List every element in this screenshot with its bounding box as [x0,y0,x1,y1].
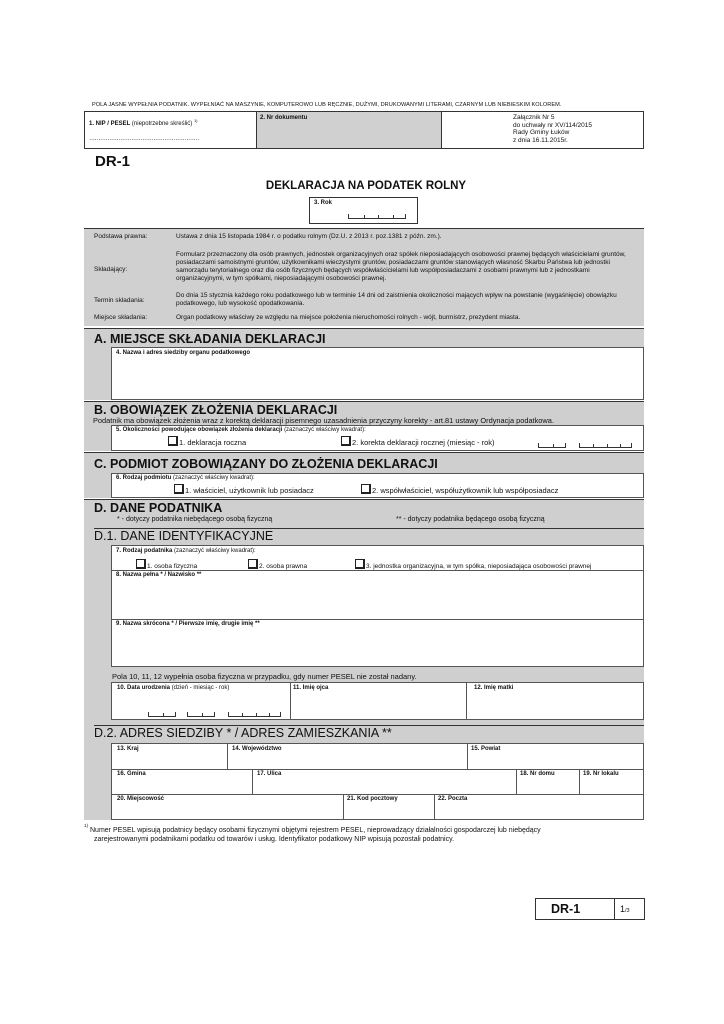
field-6-label: 6. Rodzaj podmiotu [116,475,172,481]
field-15-label: 15. Powiat [471,746,501,752]
page-number: 1 [620,904,626,914]
checkbox-icon[interactable] [361,484,371,494]
section-c-heading: C. PODMIOT ZOBOWIĄZANY DO ZŁOŻENIA DEKLARACJI [94,457,438,471]
footer-form-code: DR-1 [551,902,581,916]
field-10-label: 10. Data urodzenia [117,685,171,691]
field-4-label: 4. Nazwa i adres siedziby organu podatkowego [116,350,251,356]
digit-tick [256,713,257,716]
info-label-submitter: Składający: [94,266,128,273]
nip-label: 1. NIP / PESEL [89,121,131,127]
field-12-label: 12. Imię matki [474,685,514,691]
option-natural-person[interactable]: 1. osoba fizyczna [136,559,197,570]
section-a [84,328,644,400]
digit-tick [553,444,554,447]
info-label-deadline: Termin składania: [94,297,145,304]
d2-heading: D.2. ADRES SIEDZIBY * / ADRES ZAMIESZKANIA ** [94,725,644,740]
field-19-label: 19. Nr lokalu [583,771,619,777]
checkbox-icon[interactable] [341,436,351,446]
year-digit-boxes[interactable] [579,443,632,448]
section-d-heading: D. DANE PODATNIKA [94,501,223,515]
pesel-note: Pola 10, 11, 12 wypełnia osoba fizyczna w przypadku, gdy numer PESEL nie został nadany. [112,672,417,681]
option-co-owner[interactable]: 2. współwłaściciel, współużytkownik lub współposiadacz [361,484,558,495]
section-d [84,499,644,820]
info-label-legal: Podstawa prawna: [94,233,148,240]
full-name-field[interactable] [112,570,643,620]
digit-tick [242,713,243,716]
annex-line: Załącznik Nr 5 [513,114,555,121]
digit-tick [364,215,365,218]
street-field[interactable] [252,769,517,795]
field-7-label: 7. Rodzaj podatnika [116,548,173,554]
section-a-heading: A. MIEJSCE SKŁADANIA DEKLARACJI [94,332,326,346]
doc-number-field[interactable] [256,111,442,149]
checkbox-icon[interactable] [174,484,184,494]
footnote-line-1: Numer PESEL wpisują podatnicy będący osobami fizycznymi objętymi rejestrem PESEL, nieprowadzący działalności gospodarczej lub niebędący [90,827,541,834]
info-text-place: Organ podatkowy właściwy ze względu na miejsce położenia nieruchomości rolnych - wójt, burmistrz, prezydent miasta. [176,314,521,321]
field-6-note: (zaznaczyć właściwy kwadrat): [173,475,255,481]
field-5-note: (zaznaczyć właściwy kwadrat): [284,427,366,433]
info-label-place: Miejsce składania: [94,314,148,321]
field-20-label: 20. Miejscowość [117,796,165,802]
birth-date-field[interactable] [112,683,291,719]
father-name-field[interactable] [290,683,467,719]
annex-box [441,111,644,149]
digit-tick [607,444,608,447]
nip-note: (niepotrzebne skreślić) [131,121,193,127]
d1-fields [111,545,644,667]
section-b [84,401,644,451]
day-digit-boxes [148,712,176,717]
apartment-number-field[interactable] [579,769,643,795]
field-10-note: (dzień - miesiąc - rok) [171,685,230,691]
option-owner[interactable]: 1. właściciel, użytkownik lub posiadacz [174,484,314,495]
footer-divider [614,899,615,919]
year-label: 3. Rok [314,200,333,206]
year-field[interactable] [309,197,418,224]
top-instruction: POLA JASNE WYPEŁNIA PODATNIK. WYPEŁNIAĆ NA MASZYNIE, KOMPUTEROWO LUB RĘCZNIE, DUŻYMI, DRUKOWANYMI LITERAMI, CZARNYM LUB NIEBIESKIM KOLOREM. [92,102,562,108]
option-org-unit[interactable]: 3. jednostka organizacyjna, w tym spółka, nieposiadająca osobowości prawnej [355,559,591,570]
country-field[interactable] [112,744,228,770]
footnote-line-2: zarejestrowanymi podatnikami podatku od towarów i usług. Identyfikator podatkowy NIP wpisują pozostali podatnicy. [94,836,455,843]
county-field[interactable] [467,744,643,770]
postal-code-field[interactable] [343,794,435,819]
address-fields [111,743,644,820]
checkbox-icon[interactable] [168,436,178,446]
info-text-submitter: Formularz przeznaczony dla osób prawnych, jednostek organizacyjnych oraz spółek nieposiadających osobowości prawnej będących właścicielami gruntów, posiadaczami samoistnymi gruntów, użytkownikami wieczystymi gruntów, posiadaczami gruntów stanowiących własność Skarbu Państwa lub jednostki samorządu terytorialnego oraz dla osób fizycznych będących współwłaścicielami lub współposiadaczami z osobami prawnymi lub z jednostkami organizacyjnymi, w tym spółkami, nieposiadającymi osobowości prawnej. [176,251,626,282]
digit-tick [378,215,379,218]
field-17-label: 17. Ulica [257,771,282,777]
month-digit-boxes[interactable] [538,443,566,448]
field-16-label: 16. Gmina [117,771,146,777]
section-d-note-1: * - dotyczy podatnika niebędącego osobą fizyczną [117,516,273,523]
info-text-legal: Ustawa z dnia 15 listopada 1984 r. o podatku rolnym (Dz.U. z 2013 r. poz.1381 z późn. zm.). [176,233,442,240]
field-9-label: 9. Nazwa skrócona * / Pierwsze imię, drugie imię ** [116,621,260,627]
option-annual[interactable]: 1. deklaracja roczna [168,436,246,447]
municipality-field[interactable] [112,769,253,795]
nip-dots: …………………………………………………… [89,136,199,142]
d1-heading: D.1. DANE IDENTYFIKACYJNE [94,528,644,543]
annex-line: do uchwały nr XV/114/2015 [513,121,593,129]
option-legal-person[interactable]: 2. osoba prawna [248,559,307,570]
field-22-label: 22. Poczta [438,796,468,802]
birth-fields [111,682,644,720]
section-b-heading: B. OBOWIĄZEK ZŁOŻENIA DEKLARACJI [94,403,338,417]
field-7-note: (zaznaczyć właściwy kwadrat): [174,548,256,554]
checkbox-icon[interactable] [136,559,146,569]
annex-line: z dnia 16.11.2015r. [513,136,568,144]
footnote-mark: 1) [84,823,89,828]
annex-line: Rady Gminy Łuków [513,129,570,136]
checkbox-icon[interactable] [248,559,258,569]
field-5-box [111,425,644,451]
field-13-label: 13. Kraj [117,746,139,752]
field-5-label: 5. Okoliczności powodujące obowiązek złożenia deklaracji [116,427,283,433]
digit-tick [202,713,203,716]
short-name-field[interactable] [112,619,643,668]
field-21-label: 21. Kod pocztowy [347,796,398,802]
year-digit-boxes [348,214,406,219]
section-c [84,452,644,498]
footer-form-code-box [535,898,645,920]
year-digit-boxes [228,712,281,717]
checkbox-icon[interactable] [355,559,365,569]
digit-tick [393,215,394,218]
locality-field[interactable] [112,794,344,819]
tax-office-field[interactable] [111,347,644,400]
field-11-label: 11. Imię ojca [293,685,329,691]
voivodeship-field[interactable] [227,744,468,770]
field-14-label: 14. Województwo [232,746,282,752]
field-6-box [111,473,644,498]
section-b-note: Podatnik ma obowiązek złożenia wraz z korektą deklaracji pisemnego uzasadnienia przyczyny korekty - art.81 ustawy Ordynacja podatkowa. [93,416,554,425]
digit-tick [269,713,270,716]
nip-field[interactable] [84,111,257,149]
digit-tick [593,444,594,447]
field-18-label: 18. Nr domu [520,771,555,777]
option-correction[interactable]: 2. korekta deklaracji rocznej (miesiąc - rok) [341,436,495,447]
house-number-field[interactable] [516,769,580,795]
month-digit-boxes [187,712,215,717]
digit-tick [163,713,164,716]
field-8-label: 8. Nazwa pełna * / Nazwisko ** [116,572,202,578]
page-title: DEKLARACJA NA PODATEK ROLNY [265,180,467,192]
form-code: DR-1 [95,153,131,170]
page-count: /3 [625,908,630,914]
section-d-note-2: ** - dotyczy podatnika będącego osobą fizyczną [396,516,545,523]
info-text-deadline: Do dnia 15 stycznia każdego roku podatkowego lub w terminie 14 dni od zaistnienia okoliczności mających wpływ na powstanie (wygaśnięcie) obowiązku podatkowego, lub wysokość opodatkowania. [176,292,617,307]
mother-name-field[interactable] [466,683,643,719]
digit-tick [620,444,621,447]
post-office-field[interactable] [434,794,643,819]
doc-number-label: 2. Nr dokumentu [260,115,308,121]
nip-sup: 1) [193,118,198,123]
